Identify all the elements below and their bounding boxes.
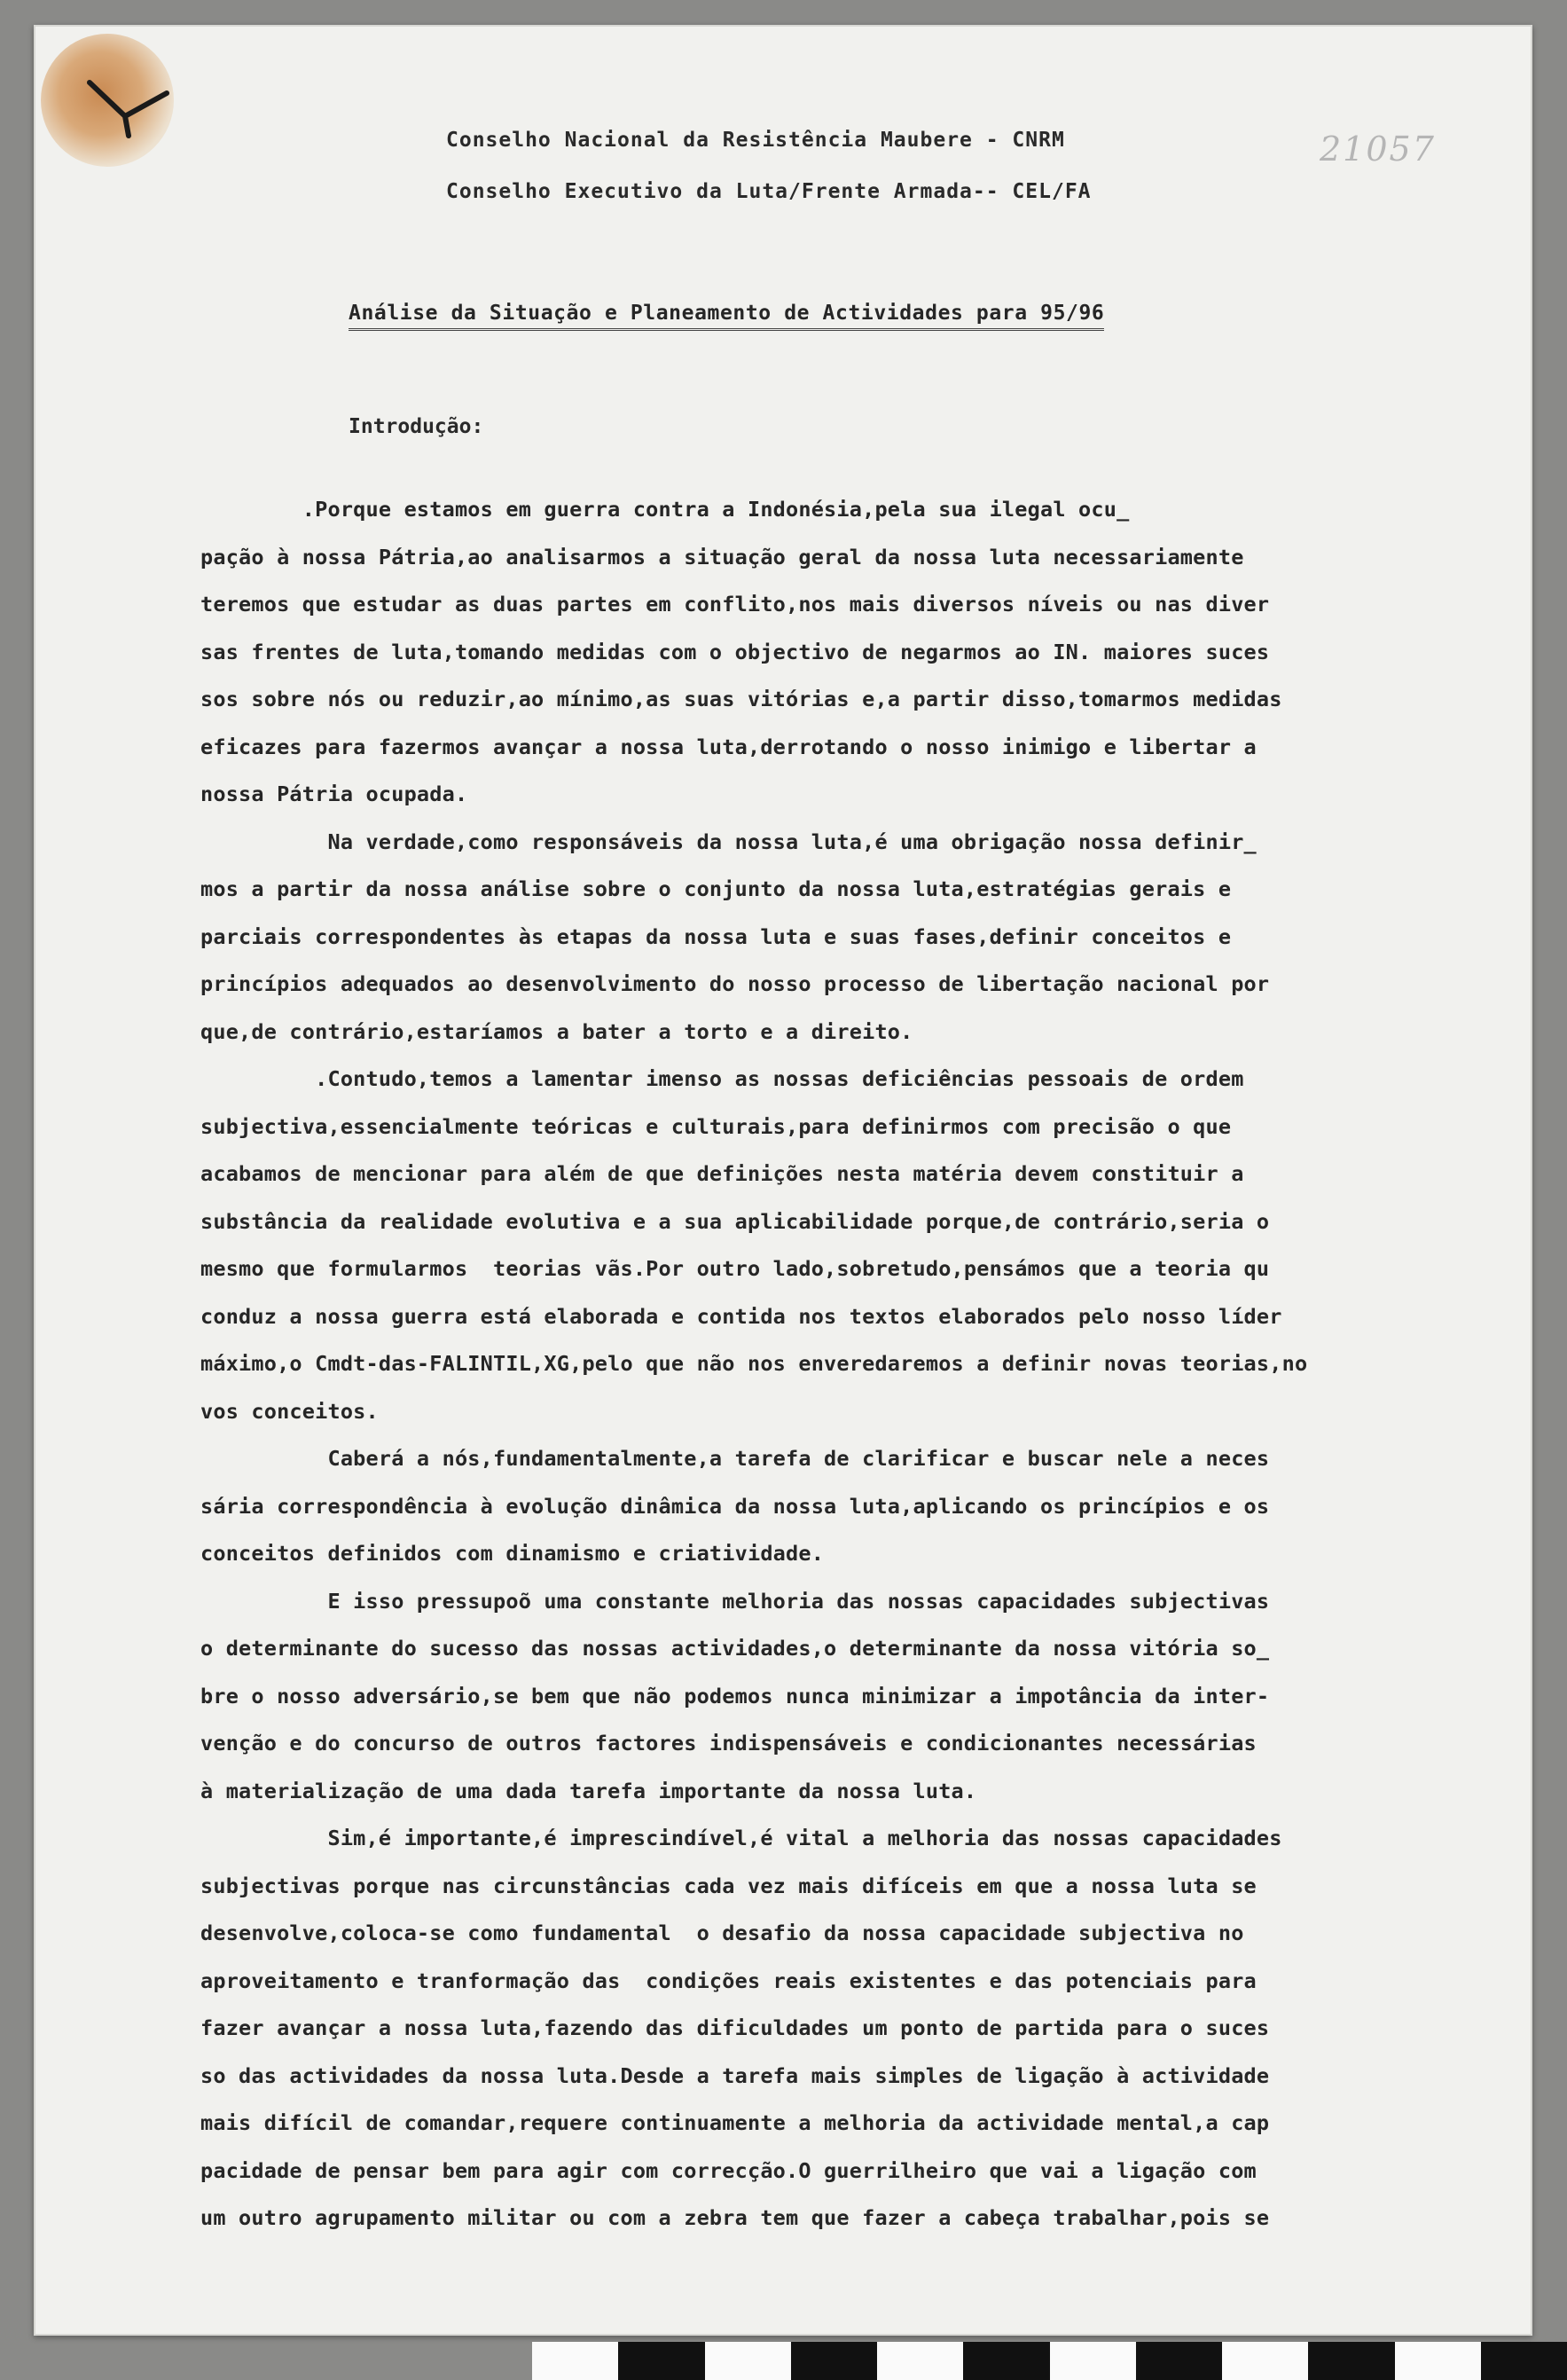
text-line: mais difícil de comandar,requere continuamente a melhoria da actividade mental,a cap	[200, 2110, 1270, 2135]
text-line: mesmo que formularmos teorias vãs.Por outro lado,sobretudo,pensámos que a teoria qu	[200, 1256, 1270, 1281]
text-line: .Porque estamos em guerra contra a Indonésia,pela sua ilegal ocu_	[200, 497, 1130, 522]
text-line: Caberá a nós,fundamentalmente,a tarefa de clarificar e buscar nele a neces	[200, 1446, 1270, 1471]
text-line: princípios adequados ao desenvolvimento do nosso processo de libertação nacional por	[200, 971, 1270, 996]
text-line: sas frentes de luta,tomando medidas com o objectivo de negarmos ao IN. maiores suces	[200, 639, 1270, 664]
document-header	[446, 122, 1244, 225]
text-line: subjectivas porque nas circunstâncias cada vez mais difíceis em que a nossa luta se	[200, 1873, 1257, 1898]
section-heading-introducao: Introdução:	[349, 415, 484, 438]
text-line: teremos que estudar as duas partes em conflito,nos mais diversos níveis ou nas diver	[200, 592, 1270, 617]
text-line: desenvolve,coloca-se como fundamental o desafio da nossa capacidade subjectiva no	[200, 1920, 1244, 1945]
text-line: eficazes para fazermos avançar a nossa luta,derrotando o nosso inimigo e libertar a	[200, 734, 1257, 759]
text-line: o determinante do sucesso das nossas actividades,o determinante da nossa vitória so_	[200, 1636, 1270, 1661]
text-line: fazer avançar a nossa luta,fazendo das dificuldades um ponto de partida para o suces	[200, 2015, 1270, 2040]
text-line: aproveitamento e tranformação das condições reais existentes e das potenciais para	[200, 1968, 1257, 1993]
text-line: Na verdade,como responsáveis da nossa luta,é uma obrigação nossa definir_	[200, 829, 1257, 854]
text-line: conceitos definidos com dinamismo e criatividade.	[200, 1541, 825, 1566]
header-line-celfa: Conselho Executivo da Luta/Frente Armada-- CEL/FA	[446, 180, 1092, 203]
document-title: Análise da Situação e Planeamento de Actividades para 95/96	[349, 302, 1104, 331]
text-line: nossa Pátria ocupada.	[200, 782, 468, 806]
handwritten-check-mark	[82, 74, 180, 145]
header-line-cnrm: Conselho Nacional da Resistência Maubere - CNRM	[446, 129, 1065, 152]
text-line: parciais correspondentes às etapas da nossa luta e suas fases,definir conceitos e	[200, 923, 1232, 949]
text-line: pação à nossa Pátria,ao analisarmos a situação geral da nossa luta necessariamente	[200, 544, 1244, 569]
text-line: conduz a nossa guerra está elaborada e contida nos textos elaborados pelo nosso líder	[200, 1303, 1282, 1329]
text-line: subjectiva,essencialmente teóricas e culturais,para definirmos com precisão o que	[200, 1113, 1232, 1139]
text-line: à materialização de uma dada tarefa importante da nossa luta.	[200, 1778, 977, 1803]
scale-ruler	[532, 2342, 1567, 2380]
text-line: substância da realidade evolutiva e a sua aplicabilidade porque,de contrário,seria o	[200, 1208, 1270, 1234]
text-line: sos sobre nós ou reduzir,ao mínimo,as suas vitórias e,a partir disso,tomarmos medidas	[200, 687, 1282, 711]
text-line: venção e do concurso de outros factores indispensáveis e condicionantes necessárias	[200, 1731, 1257, 1756]
archive-number: 21057	[1320, 130, 1436, 169]
text-line: so das actividades da nossa luta.Desde a tarefa mais simples de ligação à actividade	[200, 2062, 1270, 2088]
text-line: vos conceitos.	[200, 1398, 379, 1424]
text-line: E isso pressupoõ uma constante melhoria das nossas capacidades subjectivas	[200, 1588, 1270, 1614]
text-line: Sim,é importante,é imprescindível,é vital a melhoria das nossas capacidades	[200, 1826, 1282, 1850]
text-line: um outro agrupamento militar ou com a zebra tem que fazer a cabeça trabalhar,pois se	[200, 2205, 1270, 2230]
text-line: bre o nosso adversário,se bem que não podemos nunca minimizar a impotância da inter-	[200, 1683, 1270, 1708]
body-text	[200, 486, 1495, 2243]
document-page	[34, 25, 1532, 2336]
text-line: acabamos de mencionar para além de que definições nesta matéria devem constituir a	[200, 1161, 1244, 1186]
text-line: sária correspondência à evolução dinâmica da nossa luta,aplicando os princípios e os	[200, 1493, 1270, 1519]
text-line: mos a partir da nossa análise sobre o conjunto da nossa luta,estratégias gerais e	[200, 876, 1232, 901]
text-line: máximo,o Cmdt-das-FALINTIL,XG,pelo que não nos enveredaremos a definir novas teorias,no	[200, 1351, 1308, 1376]
text-line: pacidade de pensar bem para agir com correcção.O guerrilheiro que vai a ligação com	[200, 2157, 1257, 2183]
text-line: que,de contrário,estaríamos a bater a torto e a direito.	[200, 1018, 913, 1044]
text-line: .Contudo,temos a lamentar imenso as nossas deficiências pessoais de ordem	[200, 1066, 1244, 1091]
